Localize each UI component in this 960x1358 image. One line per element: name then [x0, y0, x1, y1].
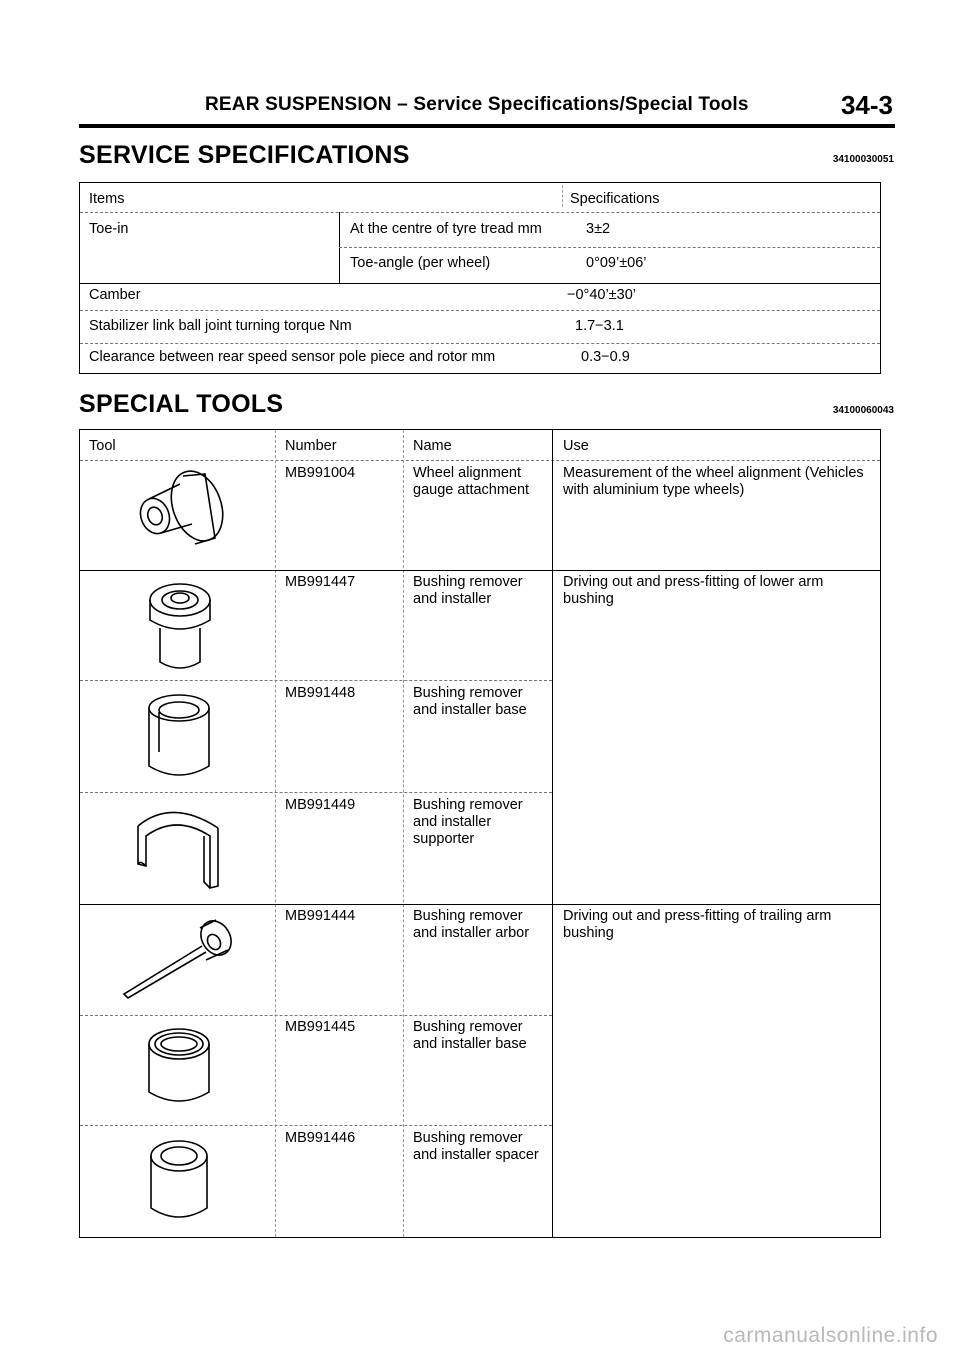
special-tools-code: 34100060043	[832, 405, 894, 416]
use-line: with aluminium type wheels)	[563, 482, 745, 498]
use-line: bushing	[563, 925, 614, 941]
divider	[80, 792, 552, 793]
toe-angle-label: Toe-angle (per wheel)	[350, 255, 491, 271]
tool-name-line: Bushing remover	[413, 1130, 523, 1146]
tool-name-line: Bushing remover	[413, 1019, 523, 1035]
number-col-header: Number	[285, 438, 337, 454]
tool-name-mb991446	[413, 1130, 539, 1164]
service-specs-title: SERVICE SPECIFICATIONS	[79, 141, 410, 169]
divider	[80, 283, 880, 284]
tool-name-line: and installer	[413, 814, 492, 830]
divider	[80, 460, 880, 461]
special-tools-table	[79, 429, 881, 1238]
special-tools-title: SPECIAL TOOLS	[79, 390, 284, 418]
toe-angle-value: 0°09’±06’	[586, 255, 647, 271]
tool-name-line: supporter	[413, 831, 475, 847]
installer-base-short-icon	[142, 1026, 216, 1112]
divider	[80, 1015, 552, 1016]
divider	[80, 570, 880, 571]
divider	[80, 343, 880, 344]
divider	[80, 1125, 552, 1126]
use-col-header: Use	[563, 438, 589, 454]
installer-arbor-icon	[120, 916, 240, 1002]
use-line: Measurement of the wheel alignment (Vehicles	[563, 465, 864, 481]
col-specs-header: Specifications	[570, 191, 660, 207]
toe-in-tread-label: At the centre of tyre tread mm	[350, 221, 542, 237]
divider	[80, 680, 552, 681]
tool-name-line: Wheel alignment	[413, 465, 521, 481]
stabilizer-label: Stabilizer link ball joint turning torque Nm	[89, 318, 352, 334]
tool-name-line: and installer base	[413, 1036, 527, 1052]
clearance-label: Clearance between rear speed sensor pole piece and rotor mm	[89, 349, 496, 365]
bushing-remover-installer-icon	[140, 578, 220, 676]
header-rule	[79, 124, 895, 128]
use-lower-arm	[563, 574, 873, 608]
tool-name-line: and installer arbor	[413, 925, 530, 941]
tool-col-header: Tool	[89, 438, 116, 454]
camber-value: −0°40’±30’	[567, 287, 636, 303]
divider	[80, 904, 880, 905]
tool-name-mb991447	[413, 574, 523, 608]
service-specs-table	[79, 182, 881, 374]
tool-number-mb991447: MB991447	[285, 574, 356, 590]
use-line: Driving out and press-fitting of trailing arm	[563, 908, 832, 924]
installer-spacer-icon	[142, 1138, 216, 1228]
tool-number-mb991445: MB991445	[285, 1019, 356, 1035]
watermark: carmanualsonline.info	[723, 1324, 938, 1347]
tool-name-line: and installer spacer	[413, 1147, 539, 1163]
tool-number-mb991004: MB991004	[285, 465, 356, 481]
tool-number-mb991444: MB991444	[285, 908, 356, 924]
tool-name-line: and installer	[413, 591, 492, 607]
installer-base-cylinder-icon	[142, 692, 216, 784]
service-specs-code: 34100030051	[832, 154, 894, 165]
tool-name-mb991004	[413, 465, 529, 499]
divider	[339, 247, 880, 248]
page-header	[79, 92, 895, 122]
tool-name-line: Bushing remover	[413, 685, 523, 701]
divider	[80, 310, 880, 311]
tool-number-mb991448: MB991448	[285, 685, 356, 701]
use-line: bushing	[563, 591, 614, 607]
tool-name-line: Bushing remover	[413, 574, 523, 590]
tool-number-mb991449: MB991449	[285, 797, 356, 813]
name-col-header: Name	[413, 438, 452, 454]
divider	[80, 212, 880, 213]
chapter-title: REAR SUSPENSION – Service Specifications/Special Tools	[205, 94, 749, 115]
tool-name-line: and installer base	[413, 702, 527, 718]
divider	[552, 430, 553, 1237]
tool-name-mb991448	[413, 685, 527, 719]
page-number: 34-3	[840, 90, 893, 120]
divider	[403, 430, 404, 1237]
wheel-alignment-gauge-attachment-icon	[125, 466, 245, 556]
tool-name-line: Bushing remover	[413, 797, 523, 813]
stabilizer-value: 1.7−3.1	[575, 318, 624, 334]
tool-name-mb991445	[413, 1019, 527, 1053]
clearance-value: 0.3−0.9	[581, 349, 630, 365]
divider	[562, 185, 563, 207]
use-trailing-arm	[563, 908, 873, 942]
use-line: Driving out and press-fitting of lower arm	[563, 574, 824, 590]
installer-supporter-icon	[132, 802, 232, 898]
col-items-header: Items	[89, 191, 125, 207]
camber-label: Camber	[89, 287, 141, 303]
tool-name-line: gauge attachment	[413, 482, 530, 498]
tool-name-mb991449	[413, 797, 523, 848]
tool-name-line: Bushing remover	[413, 908, 523, 924]
toe-in-label: Toe-in	[89, 221, 129, 237]
toe-in-tread-value: 3±2	[586, 221, 611, 237]
tool-number-mb991446: MB991446	[285, 1130, 356, 1146]
use-wheel-alignment	[563, 465, 864, 499]
tool-name-mb991444	[413, 908, 529, 942]
divider	[275, 430, 276, 1237]
